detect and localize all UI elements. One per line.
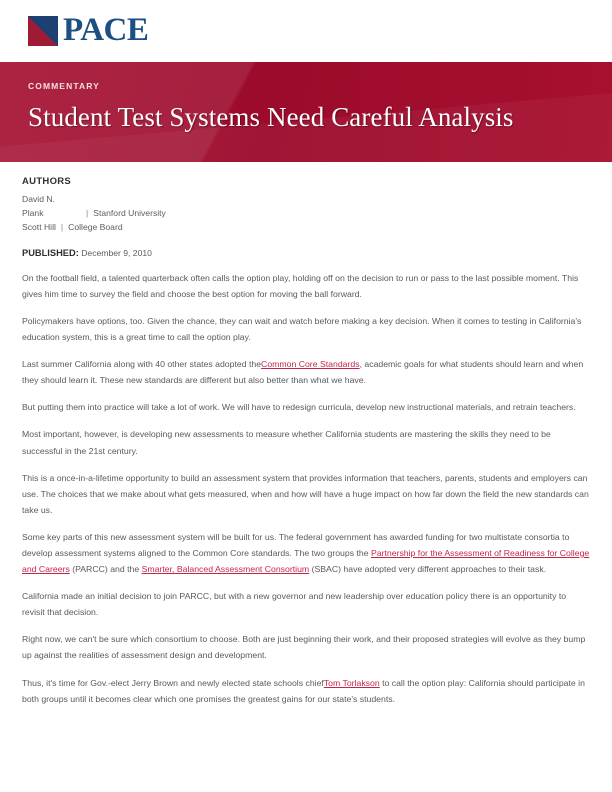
link-tom-torlakson[interactable]: Tom Torlakson xyxy=(323,677,380,688)
link-parcc-consortium[interactable]: Partnership for the Assessment of Readiness for College and Careers xyxy=(22,547,590,575)
pace-diagonal-mark-icon xyxy=(28,16,58,46)
author-name: Plank xyxy=(22,207,44,218)
paragraph-text: , academic goals for what students should learn and when they should learn it. These new standards are different but also better than what we have. xyxy=(22,359,584,386)
paragraph-text: to call the option play: California should participate in both groups until it becomes clear which one promises the greatest gains for our state's students. xyxy=(22,677,585,704)
article-category-kicker: COMMENTARY xyxy=(28,81,100,91)
author-row xyxy=(22,221,590,235)
paragraph-text: (SBAC) have adopted very different approaches to their task. xyxy=(309,564,547,575)
article-content xyxy=(0,162,612,707)
published-line xyxy=(22,248,590,258)
author-separator: | xyxy=(60,221,64,232)
author-row xyxy=(22,207,590,221)
paragraph: Most important, however, is developing new assessments to measure whether California students are mastering the skills they need to be successful in the 21st century. xyxy=(22,429,551,456)
article-hero-banner xyxy=(0,62,612,162)
paragraph-text: Some key parts of this new assessment system will be built for us. The federal government has awarded funding for two multistate consortia to develop assessment systems aligned to the Common Core standards. The two groups the xyxy=(22,531,570,558)
author-name: David N. xyxy=(22,194,55,204)
paragraph-text: (PARCC) and the xyxy=(69,564,142,575)
paragraph: This is a once-in-a-lifetime opportunity to build an assessment system that provides information that teachers, parents, students and employers can use. The choices that we make about what gets measured, when and how will have a huge impact on how far down the field the new standards can take us. xyxy=(22,472,589,515)
pace-logo[interactable] xyxy=(28,11,149,49)
published-label: PUBLISHED: xyxy=(22,247,79,258)
paragraph-text: Thus, it's time for Gov.-elect Jerry Brown and newly elected state schools chief xyxy=(22,677,324,688)
paragraph: California made an initial decision to join PARCC, but with a new governor and new leadership over education policy there is an opportunity to revisit that decision. xyxy=(22,591,567,618)
paragraph: On the football field, a talented quarterback often calls the option play, holding off on the decision to run or pass to the last possible moment. This gives him time to survey the field and choose the best option for moving the ball forward. xyxy=(22,272,579,299)
author-affiliation: Stanford University xyxy=(93,207,166,218)
paragraph-text: Last summer California along with 40 other states adopted the xyxy=(22,359,262,370)
paragraph: Right now, we can't be sure which consortium to choose. Both are just beginning their work, and their proposed strategies will evolve as they bump up against the realities of assessment design and development. xyxy=(22,634,586,661)
author-separator: | xyxy=(86,207,89,218)
paragraph: Policymakers have options, too. Given the chance, they can wait and watch before making a key decision. When it comes to testing in California's education system, this is a great time to call the option play. xyxy=(22,315,582,343)
author-row xyxy=(22,193,590,207)
authors-list xyxy=(22,193,590,235)
published-date: December 9, 2010 xyxy=(81,247,152,258)
paragraph xyxy=(22,675,590,707)
link-sbac-consortium[interactable]: Smarter, Balanced Assessment Consortium xyxy=(141,564,310,575)
paragraph xyxy=(22,356,590,388)
paragraph: But putting them into practice will take a lot of work. We will have to redesign curricula, develop new instructional materials, and retrain teachers. xyxy=(22,402,576,413)
author-name: Scott Hill xyxy=(22,221,56,232)
pace-wordmark: PACE xyxy=(63,11,149,48)
paragraph xyxy=(22,529,590,577)
author-affiliation: College Board xyxy=(68,221,123,232)
authors-heading: AUTHORS xyxy=(22,176,72,187)
link-common-core-standards[interactable]: Common Core Standards xyxy=(261,359,360,370)
site-header xyxy=(0,0,612,62)
page-title: Student Test Systems Need Careful Analysis xyxy=(28,102,514,132)
article-body xyxy=(22,270,590,707)
